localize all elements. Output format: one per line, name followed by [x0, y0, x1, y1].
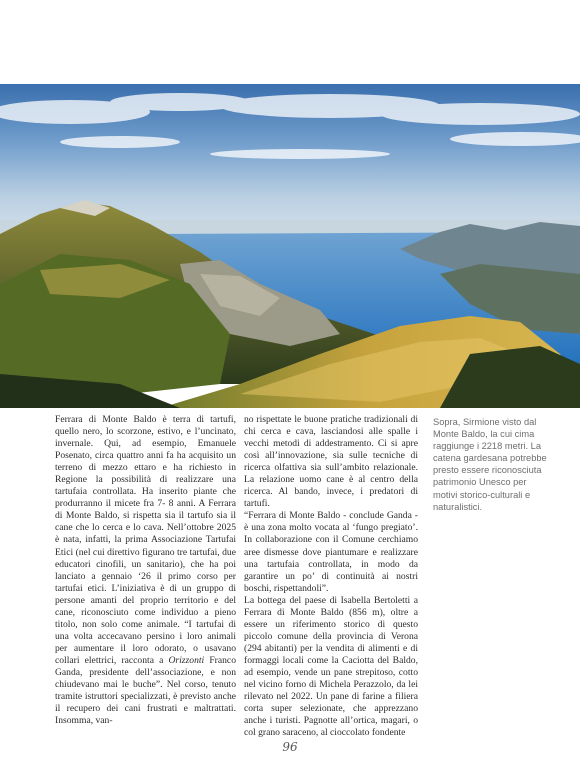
article-column-1 [55, 414, 236, 727]
magazine-name: Orizzonti [168, 654, 205, 666]
page-number: 96 [282, 740, 298, 754]
article-column-2 [244, 414, 418, 739]
article-paragraph: Ferrara di Monte Baldo è terra di tartufi, quello nero, lo scorzone, estivo, e l’uncinato, invernale. Qui, ad esempio, Emanuele Posenato, circa quattro anni fa ha acquisito un terreno di mezzo ettaro e ha richiesto in Regione la possibilità di realizzare una tartufaia controllata. Ha inserito piante che produrranno il micete fra 7- 8 anni. A Ferrara di Monte Baldo, si rispetta sia il tartufo sia il cane che lo cerca e lo cava. Nell’ottobre 2025 è nata, infatti, la prima Associazione Tartufai Etici (nel cui direttivo figurano tre tartufai, due educatori cinofili, un sanitario), che ha poi lanciato a gennaio ‘26 il primo corso per tartufai etici. L’iniziativa è di un gruppo di persone amanti del proprio territorio e del cane, riconosciuto come individuo a pieno titolo, non solo come animale. “I tartufai di una volta accecavano persino i loro animali per aumentare il loro odorato, o usavano collari elettrici, racconta a Orizzonti Franco Ganda, presidente dell’associazione, e non chiudevano mai le buche”. Nel corso, tenuto tramite istruttori specializzati, è previsto anche il recupero dei cani frustrati e maltrattati. Insomma, van- [55, 414, 236, 727]
article-paragraph: “Ferrara di Monte Baldo - conclude Ganda - è una zona molto vocata al ‘fungo pregiato’. In collaborazione con il Comune cerchiamo aree dismesse dove piantumare e realizzare una tartufaia controllata, in modo da garantire un po’ di continuità ai nostri boschi, rispettandoli”. [244, 510, 418, 594]
photo-caption: Sopra, Sirmione visto dal Monte Baldo, la cui cima raggiunge i 2218 metri. La catena gardesana potrebbe presto essere riconosciuta patrimonio Unesco per motivi storico-culturali e naturalistici. [433, 417, 547, 512]
lake-garda-landscape-photo [0, 84, 580, 408]
article-paragraph: La bottega del paese di Isabella Bertoletti a Ferrara di Monte Baldo (856 m), oltre a essere un riferimento storico di questo piccolo comune della provincia di Verona (294 abitanti) per la vendita di alimenti e di formaggi locali come la Caciotta del Baldo, ad esempio, vende un pane strepitoso, cotto nel vicino forno di Michela Perazzolo, da lei rilevato nel 2022. Un pane di farine a filiera corta super selezionate, che apprezzano anche i turisti. Pagnotte all’ortica, magari, o col grano saraceno, al cioccolato fondente [244, 594, 418, 739]
article-paragraph: no rispettate le buone pratiche tradizionali di chi cerca e cava, lasciandosi alle spalle i vecchi metodi di addestramento. Ci si apre così all’innovazione, sia sulle tecniche di ricerca olfattiva sia sull’ambito relazionale. La relazione uomo cane è al centro della ricerca. Al bando, invece, i predatori di tartufi. [244, 414, 418, 510]
